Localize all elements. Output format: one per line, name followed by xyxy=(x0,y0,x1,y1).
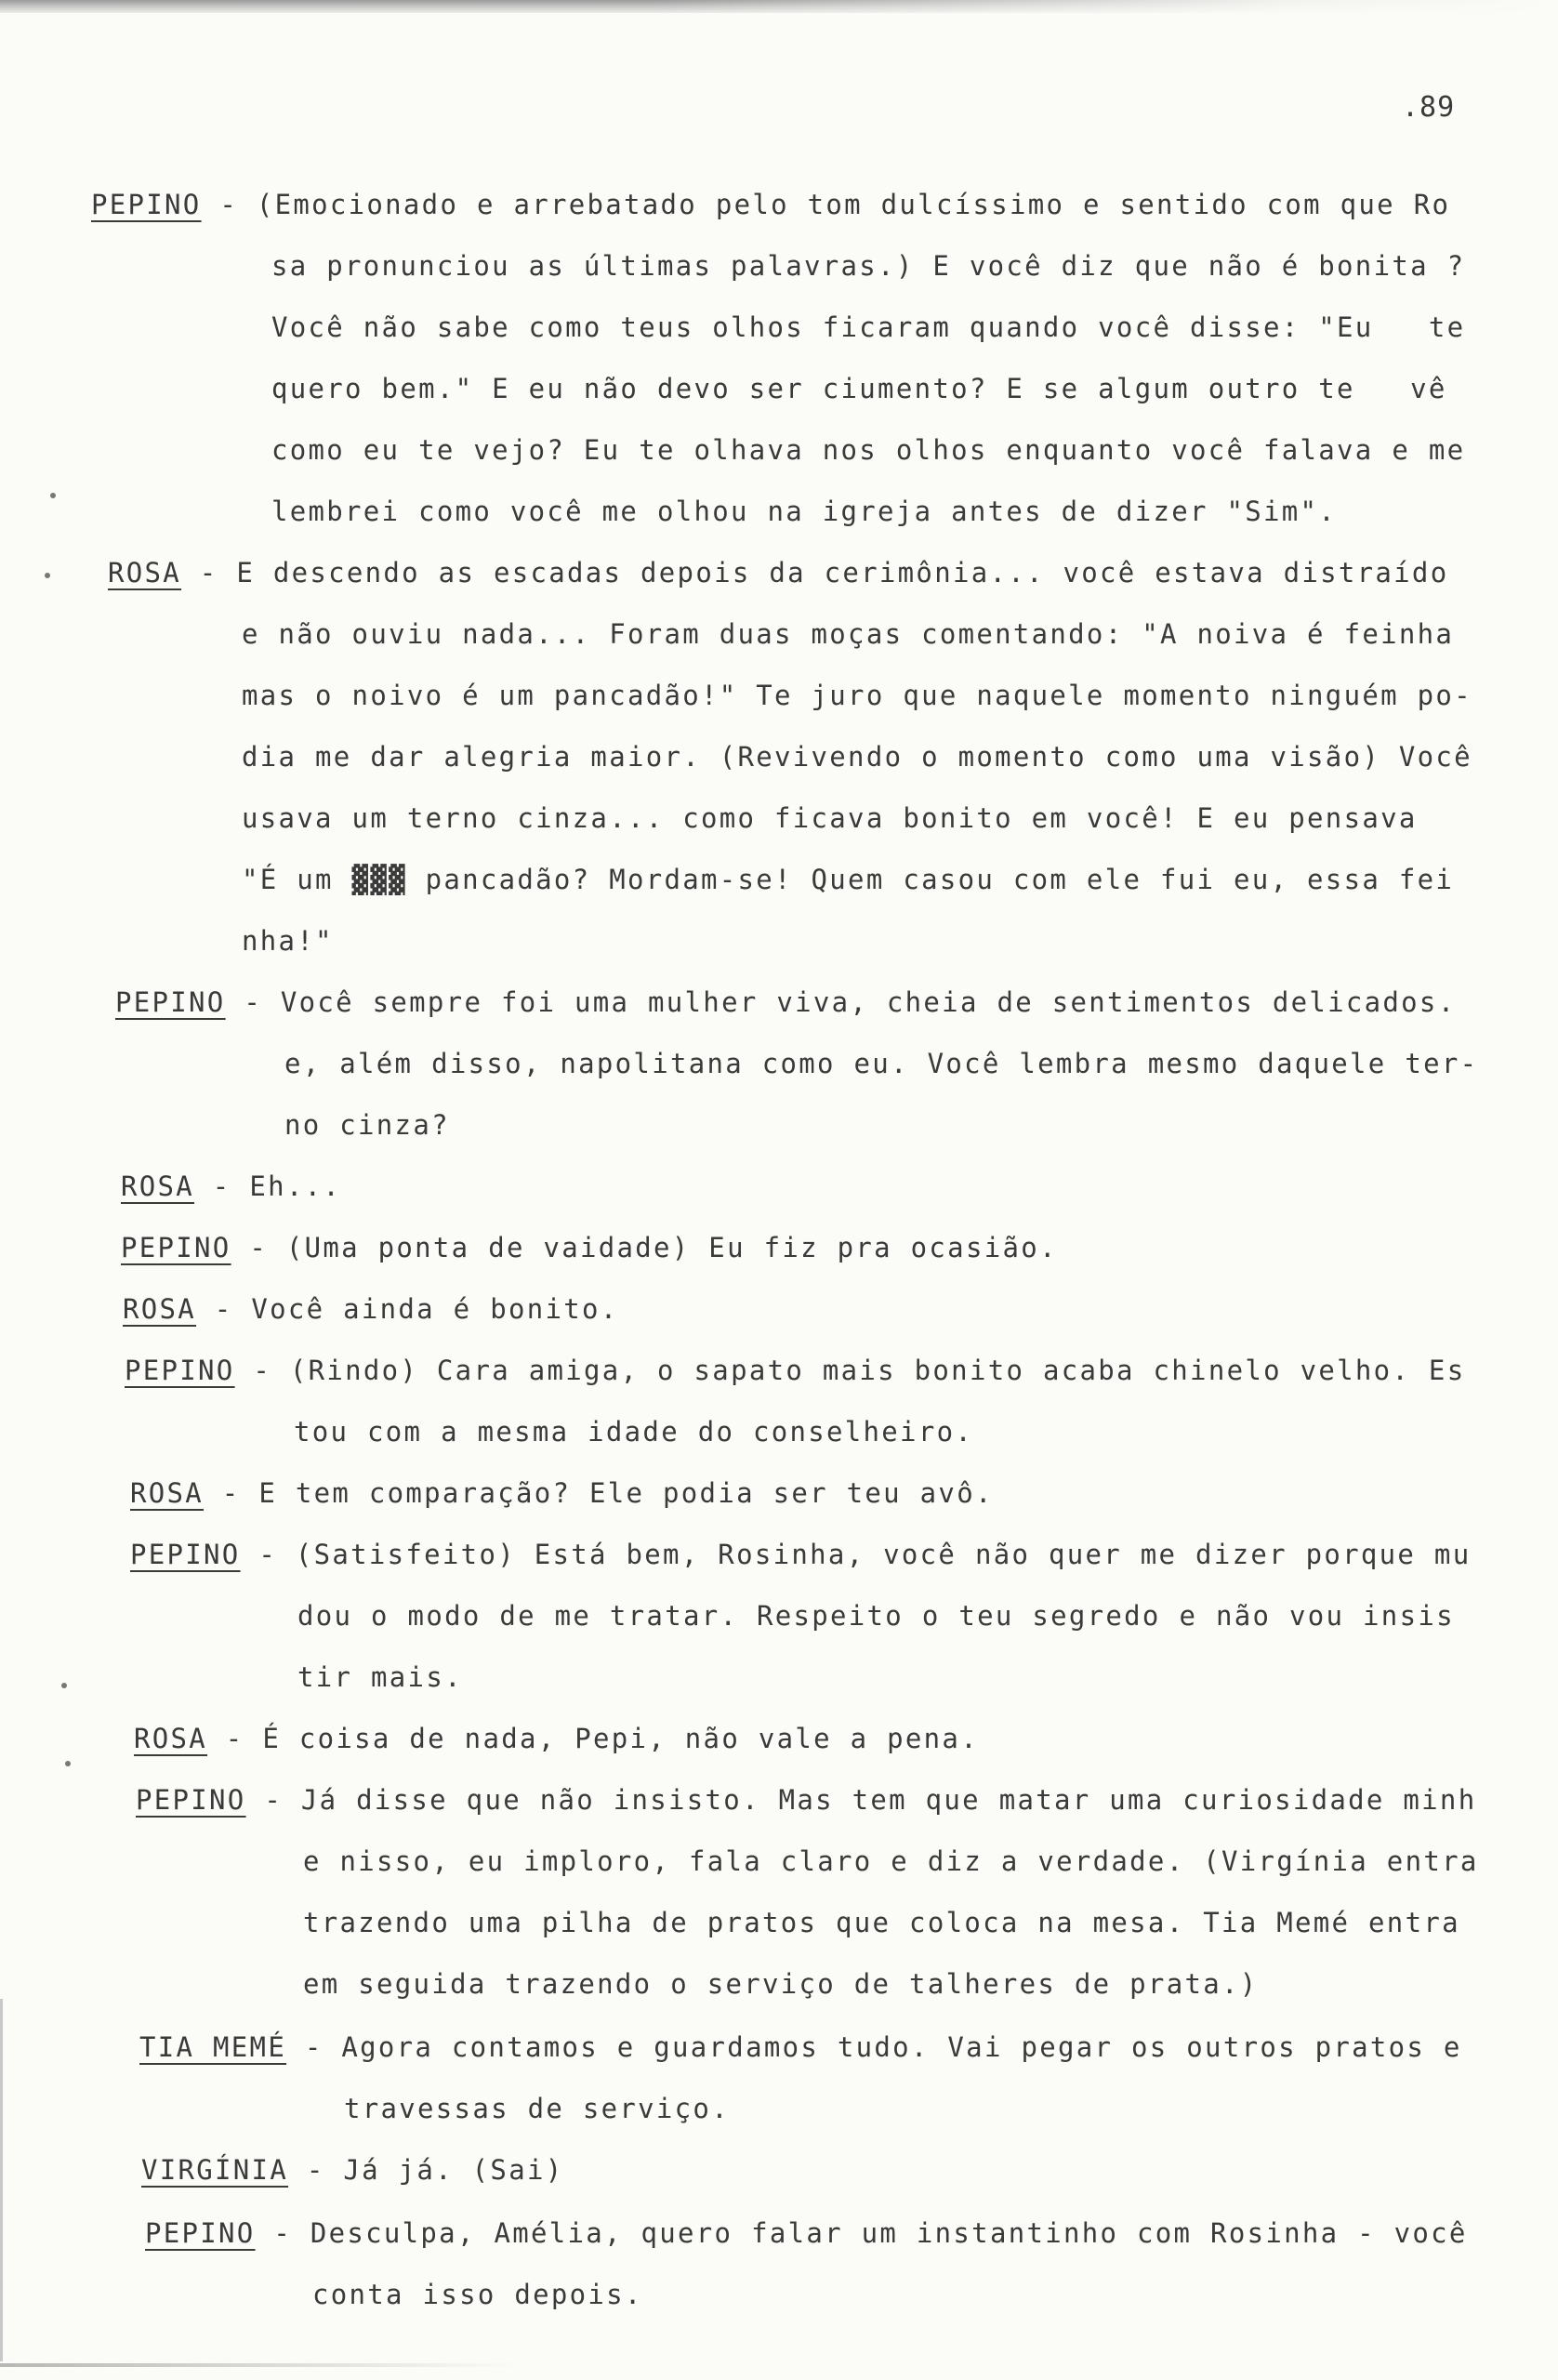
speaker-name: PEPINO xyxy=(136,1784,246,1816)
line-text: tou com a mesma idade do conselheiro. xyxy=(294,1416,974,1448)
script-line: TIA MEMÉ - Agora contamos e guardamos tudo. Vai pegar os outros pratos e xyxy=(139,2031,1462,2063)
script-line xyxy=(303,1968,1259,2000)
script-line: ROSA - E tem comparação? Ele podia ser teu avô. xyxy=(130,1477,994,1509)
line-text: (Satisfeito) Está bem, Rosinha, você não quer me dizer porque mu xyxy=(295,1539,1472,1570)
script-line xyxy=(344,2093,730,2124)
line-text: quero bem." E eu não devo ser ciumento? E se algum outro te vê xyxy=(271,373,1447,404)
speaker-name: PEPINO xyxy=(91,189,202,220)
script-line xyxy=(242,741,1472,773)
punch-hole-mark xyxy=(50,493,56,498)
script-line xyxy=(284,1109,450,1141)
line-text: dia me dar alegria maior. (Revivendo o momento como uma visão) Você xyxy=(242,741,1472,773)
script-line xyxy=(242,618,1455,650)
script-line xyxy=(271,434,1466,466)
script-line xyxy=(242,802,1418,834)
script-line xyxy=(294,1416,974,1448)
punch-hole-mark xyxy=(61,1683,67,1688)
script-line: PEPINO - (Satisfeito) Está bem, Rosinha, você não quer me dizer porque mu xyxy=(130,1539,1472,1570)
script-line xyxy=(271,373,1447,404)
line-text: É coisa de nada, Pepi, não vale a pena. xyxy=(262,1723,979,1754)
punch-hole-mark xyxy=(45,573,50,578)
line-text: Agora contamos e guardamos tudo. Vai pegar os outros pratos e xyxy=(341,2031,1462,2063)
script-line xyxy=(242,925,334,957)
line-text: mas o noivo é um pancadão!" Te juro que naquele momento ninguém po- xyxy=(242,680,1472,711)
line-text: Você ainda é bonito. xyxy=(251,1293,619,1325)
line-text: Já disse que não insisto. Mas tem que matar uma curiosidade minh xyxy=(300,1784,1477,1816)
speaker-name: ROSA xyxy=(108,557,182,588)
script-line xyxy=(303,1907,1460,1938)
line-text: no cinza? xyxy=(284,1109,450,1141)
line-text: Você sempre foi uma mulher viva, cheia de sentimentos delicados. xyxy=(280,986,1457,1018)
line-text: e nisso, eu imploro, fala claro e diz a verdade. (Virgínia entra xyxy=(303,1845,1479,1877)
line-text: Eh... xyxy=(249,1170,342,1202)
line-text: E descendo as escadas depois da cerimônia... você estava distraído xyxy=(236,557,1449,588)
script-line xyxy=(271,250,1466,282)
script-line: VIRGÍNIA - Já já. (Sai) xyxy=(141,2154,564,2186)
line-text: dou o modo de me tratar. Respeito o teu segredo e não vou insis xyxy=(297,1600,1455,1632)
speaker-name: ROSA xyxy=(121,1170,195,1202)
line-text: "É um ▓▓▓ pancadão? Mordam-se! Quem casou com ele fui eu, essa fei xyxy=(242,864,1455,895)
speaker-name: PEPINO xyxy=(145,2217,256,2249)
scan-edge-top-fade xyxy=(651,0,1558,13)
script-line: PEPINO - (Rindo) Cara amiga, o sapato mais bonito acaba chinelo velho. Es xyxy=(125,1355,1466,1386)
line-text: em seguida trazendo o serviço de talheres de prata.) xyxy=(303,1968,1259,2000)
line-text: nha!" xyxy=(242,925,334,957)
script-line: PEPINO - Você sempre foi uma mulher viva, cheia de sentimentos delicados. xyxy=(115,986,1457,1018)
scan-edge-left xyxy=(0,1999,3,2361)
line-text: (Emocionado e arrebatado pelo tom dulcíssimo e sentido com que Ro xyxy=(256,189,1451,220)
line-text: lembrei como você me olhou na igreja antes de dizer "Sim". xyxy=(271,496,1338,527)
speaker-name: ROSA xyxy=(123,1293,197,1325)
line-text: trazendo uma pilha de pratos que coloca na mesa. Tia Memé entra xyxy=(303,1907,1460,1938)
speaker-name: PEPINO xyxy=(121,1232,231,1263)
script-line xyxy=(271,498,1337,525)
line-text: como eu te vejo? Eu te olhava nos olhos enquanto você falava e me xyxy=(271,434,1466,466)
line-text: E tem comparação? Ele podia ser teu avô. xyxy=(258,1477,994,1509)
line-text: conta isso depois. xyxy=(312,2279,643,2310)
line-text: tir mais. xyxy=(297,1661,463,1693)
line-text: (Uma ponta de vaidade) Eu fiz pra ocasião. xyxy=(285,1232,1058,1263)
script-line: ROSA - Você ainda é bonito. xyxy=(123,1293,619,1325)
page-number: .89 xyxy=(1402,91,1456,124)
script-line: ROSA - Eh... xyxy=(121,1170,342,1202)
line-text: Você não sabe como teus olhos ficaram quando você disse: "Eu te xyxy=(271,311,1466,343)
script-line xyxy=(242,866,1454,893)
line-text: sa pronunciou as últimas palavras.) E você diz que não é bonita ? xyxy=(271,250,1466,282)
line-text: (Rindo) Cara amiga, o sapato mais bonito acaba chinelo velho. Es xyxy=(289,1355,1466,1386)
punch-hole-mark xyxy=(65,1761,71,1766)
speaker-name: TIA MEMÉ xyxy=(139,2031,287,2063)
speaker-name: VIRGÍNIA xyxy=(141,2154,289,2186)
speaker-name: PEPINO xyxy=(115,986,226,1018)
line-text: e não ouviu nada... Foram duas moças comentando: "A noiva é feinha xyxy=(242,618,1455,650)
speaker-name: PEPINO xyxy=(130,1539,241,1570)
script-line xyxy=(297,1600,1455,1632)
line-text: usava um terno cinza... como ficava bonito em você! E eu pensava xyxy=(242,802,1418,834)
line-text: e, além disso, napolitana como eu. Você lembra mesmo daquele ter- xyxy=(284,1048,1479,1079)
speaker-name: PEPINO xyxy=(125,1355,235,1386)
script-line xyxy=(271,311,1466,343)
speaker-name: ROSA xyxy=(130,1477,205,1509)
script-line xyxy=(312,2281,643,2308)
script-line: PEPINO - (Uma ponta de vaidade) Eu fiz pra ocasião. xyxy=(121,1232,1058,1263)
script-line xyxy=(284,1048,1479,1079)
line-text: Já já. (Sai) xyxy=(343,2154,564,2186)
script-line xyxy=(297,1661,463,1693)
script-line: ROSA - É coisa de nada, Pepi, não vale a pena. xyxy=(134,1723,979,1754)
script-line: ROSA - E descendo as escadas depois da cerimônia... você estava distraído xyxy=(108,557,1449,588)
speaker-name: ROSA xyxy=(134,1723,208,1754)
scan-edge-bottom xyxy=(0,2363,521,2367)
script-line xyxy=(303,1845,1479,1877)
line-text: Desculpa, Amélia, quero falar um instantinho com Rosinha - você xyxy=(310,2217,1468,2249)
line-text: travessas de serviço. xyxy=(344,2093,730,2124)
script-line: PEPINO - (Emocionado e arrebatado pelo tom dulcíssimo e sentido com que Ro xyxy=(91,189,1451,220)
script-line: PEPINO - Desculpa, Amélia, quero falar um instantinho com Rosinha - você xyxy=(145,2217,1468,2249)
script-line: PEPINO - Já disse que não insisto. Mas tem que matar uma curiosidade minh xyxy=(136,1784,1477,1816)
script-line xyxy=(242,682,1472,709)
